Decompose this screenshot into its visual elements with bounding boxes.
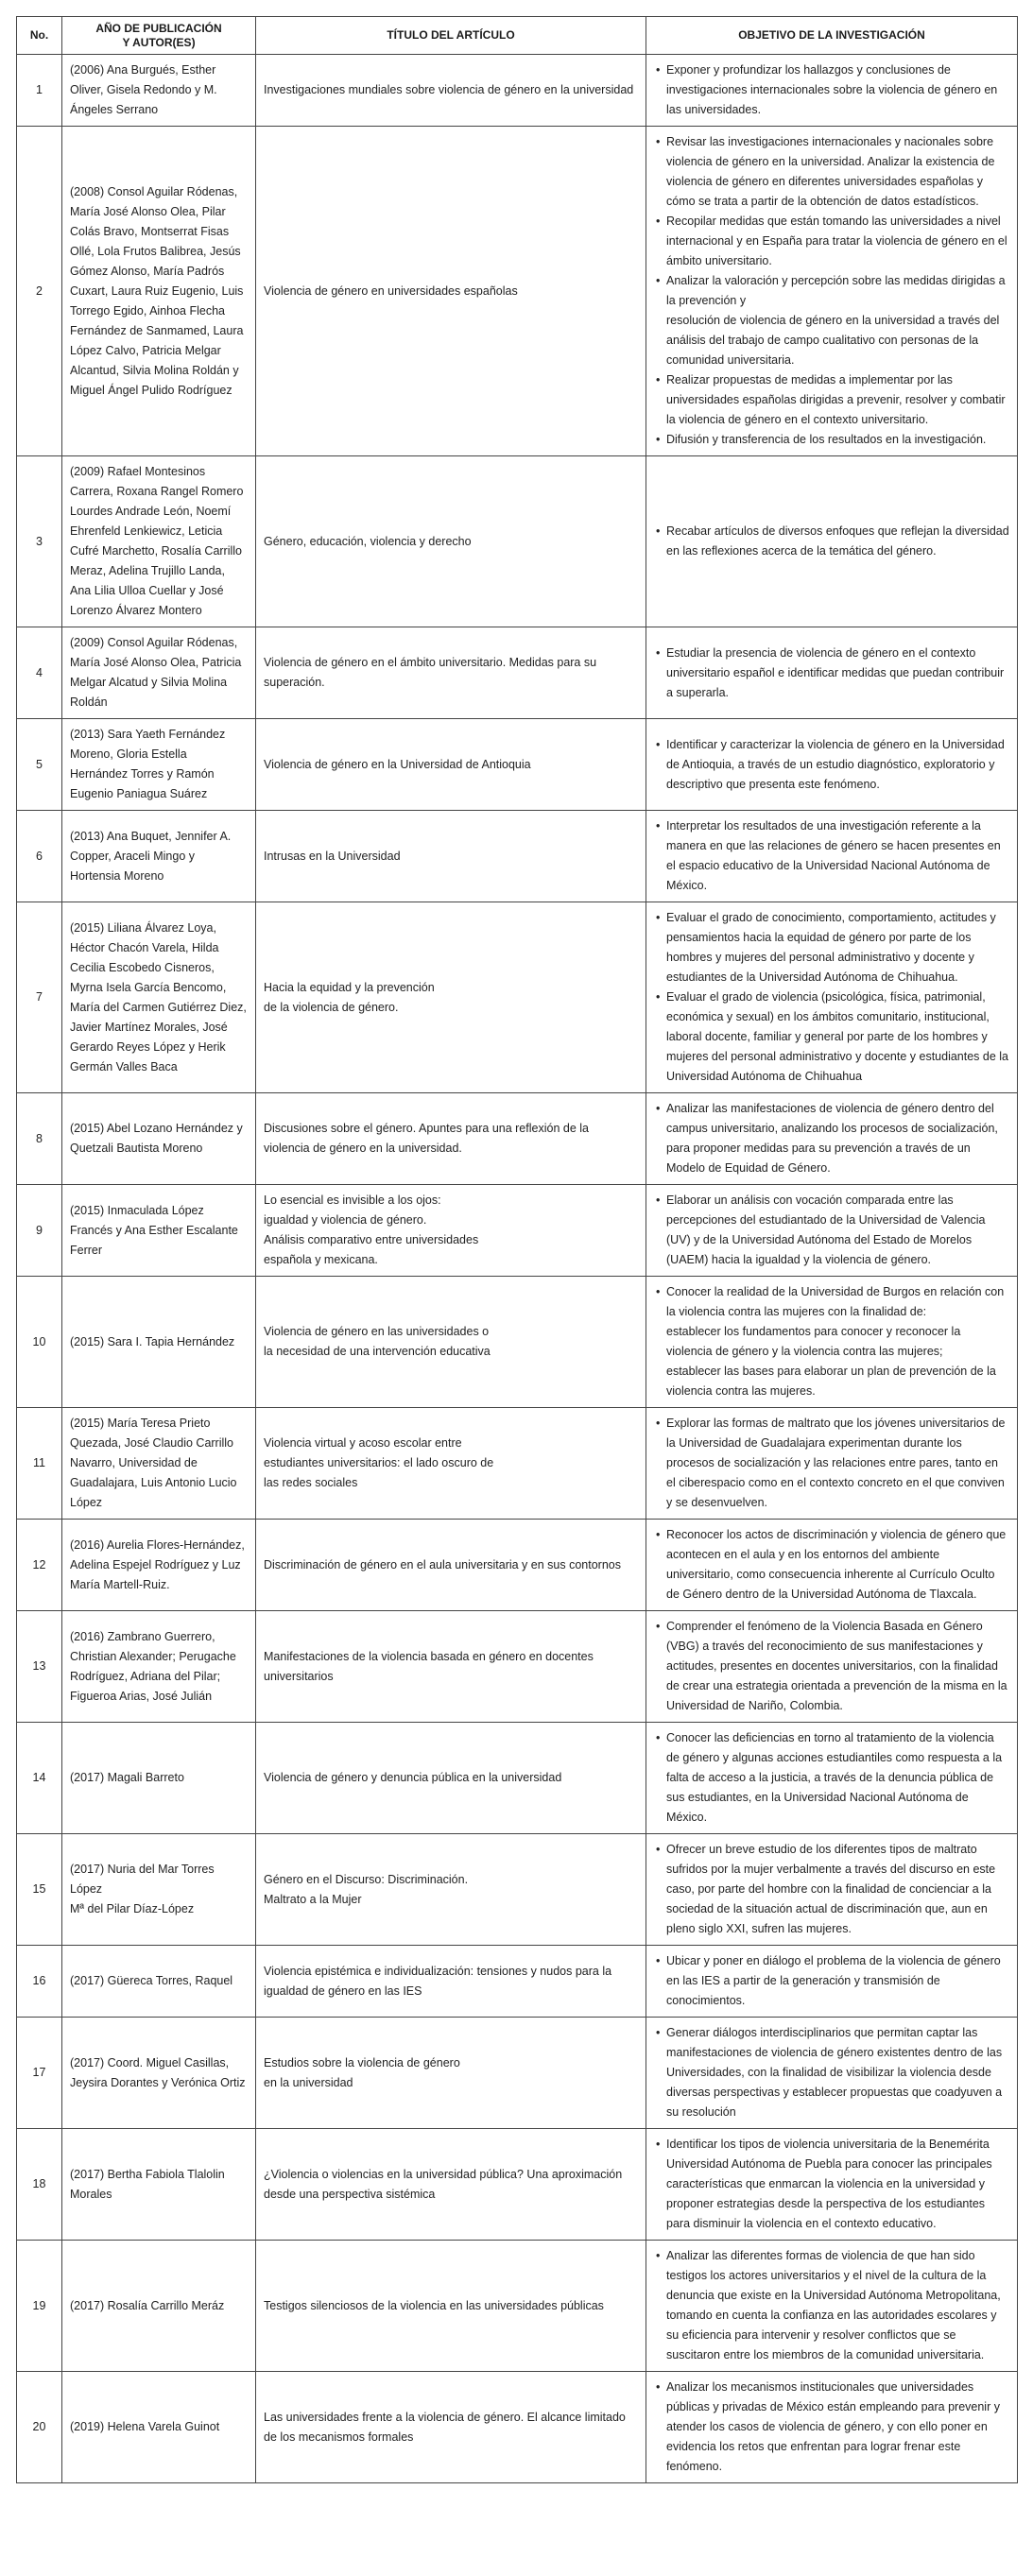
header-title: TÍTULO DEL ARTÍCULO [256, 17, 646, 55]
row-objectives [646, 1093, 1018, 1185]
objective-item: • Explorar las formas de maltrato que los jóvenes universitarios de la Universidad de Guadalajara experimentan durante los procesos de socialización y las relaciones entre pares, tanto en el ciberespacio como en el contexto concreto en el que conviven y se desenvuelven. [654, 1414, 1009, 1513]
row-number: 1 [17, 55, 62, 127]
objective-list [654, 2135, 1009, 2234]
objective-item: • Exponer y profundizar los hallazgos y conclusiones de investigaciones internacionales sobre la violencia de género en las universidades. [654, 60, 1009, 120]
row-article-title: Violencia de género en las universidades o la necesidad de una intervención educativa [256, 1277, 646, 1408]
objective-list [654, 60, 1009, 120]
row-article-title: Discusiones sobre el género. Apuntes para una reflexión de la violencia de género en la universidad. [256, 1093, 646, 1185]
objective-item: • Difusión y transferencia de los resultados en la investigación. [654, 430, 1009, 450]
objective-item: • Conocer la realidad de la Universidad de Burgos en relación con la violencia contra las mujeres con la finalidad de: establecer los fundamentos para conocer y reconocer la violencia de género y la violencia contra las mujeres; establecer las bases para elaborar un plan de prevención de la violencia contra las mujeres. [654, 1282, 1009, 1401]
row-objectives [646, 127, 1018, 456]
row-number: 10 [17, 1277, 62, 1408]
objective-item: • Ofrecer un breve estudio de los diferentes tipos de maltrato sufridos por la mujer verbalmente a través del discurso en este caso, por parte del hombre con la finalidad de concienciar a la sociedad de la situación actual de discriminación que, aun en pleno siglo XXI, sufren las mujeres. [654, 1840, 1009, 1939]
objective-item: • Recabar artículos de diversos enfoques que reflejan la diversidad en las reflexiones acerca de la temática del género. [654, 522, 1009, 561]
row-year-authors: (2015) Inmaculada López Francés y Ana Esther Escalante Ferrer [62, 1185, 256, 1277]
row-objectives [646, 1185, 1018, 1277]
row-objectives [646, 2129, 1018, 2241]
objective-list [654, 132, 1009, 450]
objective-item: • Identificar los tipos de violencia universitaria de la Benemérita Universidad Autónoma de Puebla para conocer las principales características que enmarcan la violencia en la universidad y proponer estrategias desde la perspectiva de los estudiantes para disminuir la violencia en el contexto educativo. [654, 2135, 1009, 2234]
objective-list [654, 522, 1009, 561]
row-year-authors: (2015) Abel Lozano Hernández y Quetzali Bautista Moreno [62, 1093, 256, 1185]
row-year-authors: (2017) Rosalía Carrillo Meráz [62, 2241, 256, 2372]
row-objectives [646, 627, 1018, 719]
objective-list [654, 1951, 1009, 2011]
row-year-authors: (2015) Liliana Álvarez Loya, Héctor Chacón Varela, Hilda Cecilia Escobedo Cisneros, Myrna Isela García Bencomo, María del Carmen Gutiérrez Diez, Javier Martínez Morales, José Gerardo Reyes López y Herik Germán Valles Baca [62, 902, 256, 1093]
table-row [17, 1723, 1018, 1834]
objective-list [654, 2378, 1009, 2477]
row-objectives [646, 1520, 1018, 1611]
row-year-authors: (2008) Consol Aguilar Ródenas, María José Alonso Olea, Pilar Colás Bravo, Montserrat Fisas Ollé, Lola Frutos Balibrea, Jesús Gómez Alonso, María Padrós Cuxart, Laura Ruiz Eugenio, Luis Torrego Egido, Ainhoa Flecha Fernández de Sanmamed, Laura López Calvo, Patricia Melgar Alcantud, Silvia Molina Roldán y Miguel Ángel Pulido Rodríguez [62, 127, 256, 456]
row-article-title: Violencia de género en la Universidad de Antioquia [256, 719, 646, 811]
table-row [17, 1277, 1018, 1408]
row-article-title: Violencia de género y denuncia pública en la universidad [256, 1723, 646, 1834]
row-year-authors: (2017) Nuria del Mar Torres López Mª del Pilar Díaz-López [62, 1834, 256, 1946]
table-body [17, 55, 1018, 2483]
row-number: 13 [17, 1611, 62, 1723]
header-year-author: AÑO DE PUBLICACIÓN Y AUTOR(ES) [62, 17, 256, 55]
row-number: 7 [17, 902, 62, 1093]
objective-list [654, 1282, 1009, 1401]
objective-item: • Analizar la valoración y percepción sobre las medidas dirigidas a la prevención y resolución de violencia de género en la universidad a través del análisis del trabajo de campo cualitativo con personas de la comunidad universitaria. [654, 271, 1009, 370]
row-number: 18 [17, 2129, 62, 2241]
objective-item: • Analizar las manifestaciones de violencia de género dentro del campus universitario, analizando los procesos de socialización, para proponer medidas para su prevención a través de un Modelo de Equidad de Género. [654, 1099, 1009, 1178]
row-year-authors: (2013) Sara Yaeth Fernández Moreno, Gloria Estella Hernández Torres y Ramón Eugenio Paniagua Suárez [62, 719, 256, 811]
row-number: 16 [17, 1946, 62, 2018]
row-year-authors: (2015) María Teresa Prieto Quezada, José Claudio Carrillo Navarro, Universidad de Guadalajara, Luis Antonio Lucio López [62, 1408, 256, 1520]
objective-item: • Elaborar un análisis con vocación comparada entre las percepciones del estudiantado de la Universidad de Valencia (UV) y de la Universidad Autónoma del Estado de Morelos (UAEM) hacia la igualdad y la violencia de género. [654, 1191, 1009, 1270]
row-objectives [646, 55, 1018, 127]
row-number: 9 [17, 1185, 62, 1277]
table-row [17, 127, 1018, 456]
table-row [17, 1946, 1018, 2018]
objective-item: • Evaluar el grado de violencia (psicológica, física, patrimonial, económica y sexual) en los ámbitos comunitario, institucional, laboral docente, familiar y general por parte de los hombres y mujeres del personal administrativo y docente y estudiantes de la Universidad Autónoma de Chihuahua [654, 987, 1009, 1087]
row-article-title: Investigaciones mundiales sobre violencia de género en la universidad [256, 55, 646, 127]
table-row [17, 811, 1018, 902]
row-article-title: Estudios sobre la violencia de género en la universidad [256, 2018, 646, 2129]
row-number: 11 [17, 1408, 62, 1520]
row-number: 20 [17, 2372, 62, 2483]
row-article-title: Género en el Discurso: Discriminación. Maltrato a la Mujer [256, 1834, 646, 1946]
objective-item: • Conocer las deficiencias en torno al tratamiento de la violencia de género y algunas acciones estudiantiles como respuesta a la falta de acceso a la justicia, a través de la denuncia pública de sus estudiantes, en la Universidad Nacional Autónoma de México. [654, 1728, 1009, 1828]
row-objectives [646, 811, 1018, 902]
row-year-authors: (2013) Ana Buquet, Jennifer A. Copper, Araceli Mingo y Hortensia Moreno [62, 811, 256, 902]
row-year-authors: (2019) Helena Varela Guinot [62, 2372, 256, 2483]
table-row [17, 627, 1018, 719]
row-year-authors: (2017) Coord. Miguel Casillas, Jeysira Dorantes y Verónica Ortiz [62, 2018, 256, 2129]
objective-item: • Estudiar la presencia de violencia de género en el contexto universitario español e identificar medidas que puedan contribuir a superarla. [654, 644, 1009, 703]
header-no: No. [17, 17, 62, 55]
row-number: 3 [17, 456, 62, 627]
row-article-title: Violencia epistémica e individualización: tensiones y nudos para la igualdad de género en las IES [256, 1946, 646, 2018]
objective-list [654, 1728, 1009, 1828]
table-row [17, 902, 1018, 1093]
row-number: 2 [17, 127, 62, 456]
objective-item: • Evaluar el grado de conocimiento, comportamiento, actitudes y pensamientos hacia la equidad de género por parte de los hombres y mujeres del personal administrativo y docente y estudiantes de la Universidad Autónoma de Chihuahua. [654, 908, 1009, 987]
row-number: 8 [17, 1093, 62, 1185]
table-row [17, 2241, 1018, 2372]
objective-item: • Realizar propuestas de medidas a implementar por las universidades españolas dirigidas a prevenir, resolver y combatir la violencia de género en el contexto universitario. [654, 370, 1009, 430]
row-article-title: Intrusas en la Universidad [256, 811, 646, 902]
objective-list [654, 1191, 1009, 1270]
objective-item: • Analizar los mecanismos institucionales que universidades públicas y privadas de México están empleando para prevenir y atender los casos de violencia de género, y con ello poner en evidencia los retos que enfrentan para lograr frenar este fenómeno. [654, 2378, 1009, 2477]
literature-review-table [16, 16, 1018, 2483]
objective-item: • Recopilar medidas que están tomando las universidades a nivel internacional y en España para tratar la violencia de género en el ámbito universitario. [654, 212, 1009, 271]
table-header [17, 17, 1018, 55]
row-year-authors: (2017) Magali Barreto [62, 1723, 256, 1834]
objective-item: • Identificar y caracterizar la violencia de género en la Universidad de Antioquia, a través de un estudio diagnóstico, exploratorio y descriptivo que presenta este fenómeno. [654, 735, 1009, 795]
row-article-title: Discriminación de género en el aula universitaria y en sus contornos [256, 1520, 646, 1611]
objective-list [654, 735, 1009, 795]
objective-item: • Interpretar los resultados de una investigación referente a la manera en que las relaciones de género se hacen presentes en el espacio educativo de la Universidad Nacional Autónoma de México. [654, 816, 1009, 896]
row-year-authors: (2009) Consol Aguilar Ródenas, María José Alonso Olea, Patricia Melgar Alcatud y Silvia Molina Roldán [62, 627, 256, 719]
objective-list [654, 1840, 1009, 1939]
objective-list [654, 644, 1009, 703]
row-year-authors: (2017) Bertha Fabiola Tlalolin Morales [62, 2129, 256, 2241]
table-row [17, 1520, 1018, 1611]
table-row [17, 2018, 1018, 2129]
table-row [17, 2372, 1018, 2483]
objective-list [654, 2246, 1009, 2365]
row-objectives [646, 2018, 1018, 2129]
row-number: 5 [17, 719, 62, 811]
literature-table-wrapper [16, 16, 1017, 2483]
row-objectives [646, 1611, 1018, 1723]
row-number: 19 [17, 2241, 62, 2372]
row-year-authors: (2015) Sara I. Tapia Hernández [62, 1277, 256, 1408]
objective-item: • Analizar las diferentes formas de violencia de que han sido testigos los actores universitarios y el nivel de la cultura de la denuncia que existe en la Universidad Autónoma Metropolitana, tomando en cuenta la confianza en las autoridades escolares y su eficiencia para intervenir y resolver conflictos que se suscitaron entre los miembros de la comunidad universitaria. [654, 2246, 1009, 2365]
objective-list [654, 1525, 1009, 1605]
objective-item: • Reconocer los actos de discriminación y violencia de género que acontecen en el aula y en los entornos del ambiente universitario, como consecuencia inherente al Currículo Oculto de Género dentro de la Universidad Autónoma de Tlaxcala. [654, 1525, 1009, 1605]
row-article-title: Manifestaciones de la violencia basada en género en docentes universitarios [256, 1611, 646, 1723]
row-article-title: Violencia de género en el ámbito universitario. Medidas para su superación. [256, 627, 646, 719]
row-article-title: Las universidades frente a la violencia de género. El alcance limitado de los mecanismos formales [256, 2372, 646, 2483]
table-row [17, 1834, 1018, 1946]
row-number: 14 [17, 1723, 62, 1834]
row-year-authors: (2009) Rafael Montesinos Carrera, Roxana Rangel Romero Lourdes Andrade León, Noemí Ehrenfeld Lenkiewicz, Leticia Cufré Marchetto, Rosalía Carrillo Meraz, Adelina Trujillo Landa, Ana Lilia Ulloa Cuellar y José Lorenzo Álvarez Montero [62, 456, 256, 627]
table-row [17, 1611, 1018, 1723]
row-objectives [646, 1408, 1018, 1520]
row-objectives [646, 1834, 1018, 1946]
row-article-title: ¿Violencia o violencias en la universidad pública? Una aproximación desde una perspectiva sistémica [256, 2129, 646, 2241]
objective-item: • Generar diálogos interdisciplinarios que permitan captar las manifestaciones de violencia de género existentes dentro de las Universidades, con la finalidad de visibilizar la violencia desde diversas perspectivas y establecer propuestas que coadyuven a su resolución [654, 2023, 1009, 2122]
objective-list [654, 2023, 1009, 2122]
row-objectives [646, 719, 1018, 811]
row-article-title: Violencia de género en universidades españolas [256, 127, 646, 456]
row-year-authors: (2016) Zambrano Guerrero, Christian Alexander; Perugache Rodríguez, Adriana del Pilar; Figueroa Arias, José Julián [62, 1611, 256, 1723]
row-objectives [646, 456, 1018, 627]
objective-list [654, 1414, 1009, 1513]
header-objective: OBJETIVO DE LA INVESTIGACIÓN [646, 17, 1018, 55]
row-number: 6 [17, 811, 62, 902]
row-article-title: Testigos silenciosos de la violencia en las universidades públicas [256, 2241, 646, 2372]
table-row [17, 55, 1018, 127]
objective-list [654, 816, 1009, 896]
table-row [17, 1185, 1018, 1277]
row-year-authors: (2017) Güereca Torres, Raquel [62, 1946, 256, 2018]
row-objectives [646, 2241, 1018, 2372]
objective-list [654, 1099, 1009, 1178]
row-objectives [646, 1723, 1018, 1834]
row-number: 12 [17, 1520, 62, 1611]
row-article-title: Género, educación, violencia y derecho [256, 456, 646, 627]
row-number: 4 [17, 627, 62, 719]
row-article-title: Hacia la equidad y la prevención de la violencia de género. [256, 902, 646, 1093]
row-objectives [646, 902, 1018, 1093]
row-objectives [646, 2372, 1018, 2483]
objective-item: • Ubicar y poner en diálogo el problema de la violencia de género en las IES a partir de la generación y transmisión de conocimientos. [654, 1951, 1009, 2011]
row-objectives [646, 1946, 1018, 2018]
objective-item: • Revisar las investigaciones internacionales y nacionales sobre violencia de género en la universidad. Analizar la existencia de violencia de género en diferentes universidades españolas y cómo se trata a partir de la obtención de datos estadísticos. [654, 132, 1009, 212]
row-article-title: Violencia virtual y acoso escolar entre estudiantes universitarios: el lado oscuro de las redes sociales [256, 1408, 646, 1520]
objective-item: • Comprender el fenómeno de la Violencia Basada en Género (VBG) a través del reconocimiento de sus manifestaciones y actitudes, presentes en docentes universitarios, con la finalidad de crear una estrategia orientada a prevención de la misma en la Universidad de Nariño, Colombia. [654, 1617, 1009, 1716]
table-row [17, 1093, 1018, 1185]
header-row [17, 17, 1018, 55]
table-row [17, 2129, 1018, 2241]
row-number: 17 [17, 2018, 62, 2129]
row-year-authors: (2016) Aurelia Flores-Hernández, Adelina Espejel Rodríguez y Luz María Martell-Ruiz. [62, 1520, 256, 1611]
table-row [17, 456, 1018, 627]
objective-list [654, 1617, 1009, 1716]
row-article-title: Lo esencial es invisible a los ojos: igualdad y violencia de género. Análisis comparativo entre universidades española y mexicana. [256, 1185, 646, 1277]
table-row [17, 719, 1018, 811]
row-number: 15 [17, 1834, 62, 1946]
table-row [17, 1408, 1018, 1520]
objective-list [654, 908, 1009, 1087]
row-objectives [646, 1277, 1018, 1408]
row-year-authors: (2006) Ana Burgués, Esther Oliver, Gisela Redondo y M. Ángeles Serrano [62, 55, 256, 127]
